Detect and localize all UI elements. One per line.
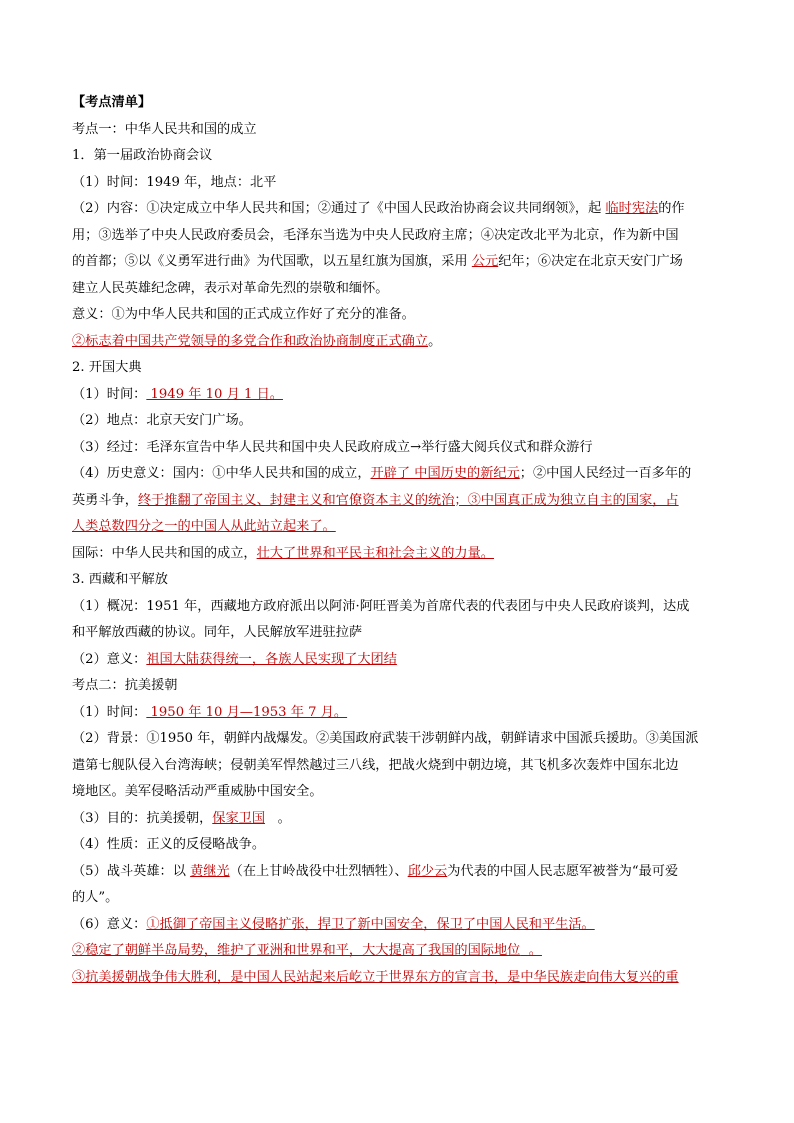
answer-text: 祖国大陆获得统一，各族人民实现了大团结 xyxy=(146,651,397,667)
text-line: 建立人民英雄纪念碑，表示对革命先烈的崇敬和缅怀。 xyxy=(72,280,389,296)
text-line: （2）地点：北京天安门广场。 xyxy=(72,413,252,428)
text-line: 英勇斗争，终于推翻了帝国主义、封建主义和官僚资本主义的统治；③中国真正成为独立自主的国家，占 xyxy=(72,492,679,508)
answer-text: 1950 年 10 月—1953 年 7 月。 xyxy=(146,704,348,720)
text-line xyxy=(72,514,724,541)
text-line: （1）概况：1951 年，西藏地方政府派出以阿沛·阿旺晋美为首席代表的代表团与中央人民政府谈判，达成 xyxy=(72,598,690,614)
text-line: （2）意义：祖国大陆获得统一，各族人民实现了大团结 xyxy=(72,651,397,667)
text-line: （4）历史意义：国内：①中华人民共和国的成立，开辟了 中国历史的新纪元；②中国人民经过一百多年的 xyxy=(72,466,692,481)
text-line: （3）目的：抗美援朝，保家卫国 。 xyxy=(72,810,291,826)
answer-text: 公元 xyxy=(471,254,499,269)
answer-text: 人类总数四分之一的中国人从此站立起来了。 xyxy=(72,519,336,534)
text-line: 用；③选举了中央人民政府委员会，毛泽东当选为中央人民政府主席；④决定改北平为北京，作为新中国 xyxy=(72,227,679,243)
text-line: 的人”。 xyxy=(72,890,119,905)
text-line: （2）内容：①决定成立中华人民共和国；②通过了《中国人民政治协商会议共同纲领》，起 临时宪法的作 xyxy=(72,201,685,216)
text-line xyxy=(72,965,724,992)
answer-text: 1949 年 10 月 1 日。 xyxy=(146,386,283,402)
subsection-title: 2. 开国大典 xyxy=(72,360,142,375)
text-line: （1）时间： 1950 年 10 月—1953 年 7 月。 xyxy=(72,704,348,720)
answer-text: ③抗美援朝战争伟大胜利，是中国人民站起来后屹立于世界东方的宣言书，是中华民族走向伟大复兴的重 xyxy=(72,969,679,985)
topic-2-title: 考点二：抗美援朝 xyxy=(72,678,178,693)
answer-text: 。 xyxy=(520,943,542,958)
text-line: 国际：中华人民共和国的成立，壮大了世界和平民主和社会主义的力量。 xyxy=(72,545,494,561)
text-line: 和平解放西藏的协议。同年，人民解放军进驻拉萨 xyxy=(72,625,363,640)
text-line: 的首都；⑤以《义勇军进行曲》为代国歌，以五星红旗为国旗，采用 公元纪年；⑥决定在北京天安门广场 xyxy=(72,254,683,269)
text-line: 遣第七舰队侵入台湾海峡；侵朝美军悍然越过三八线，把战火烧到中朝边境，其飞机多次轰炸中国东北边 xyxy=(72,757,679,773)
answer-text: ②标志着中国共产党领导的多党合作和政治协商制度正式确立 xyxy=(72,333,429,349)
answer-text: 保家卫国 xyxy=(212,810,266,826)
answer-text: 终于推翻了帝国主义、封建主义和官僚资本主义的统治；③中国真正成为独立自主的国家，占 xyxy=(137,492,679,508)
text-line xyxy=(72,938,724,965)
text-line: （1）时间： 1949 年 10 月 1 日。 xyxy=(72,386,283,402)
subsection-title: 3. 西藏和平解放 xyxy=(72,572,168,587)
answer-text: 邱少云 xyxy=(407,863,448,879)
answer-text: 开辟了 中国历史的新纪元 xyxy=(370,466,520,481)
text-line: （1）时间：1949 年，地点：北平 xyxy=(72,174,277,190)
answer-text: ①抵御了帝国主义侵略扩张，捍卫了新中国安全，保卫了中国人民和平生活。 xyxy=(146,916,595,932)
text-line: （4）性质：正义的反侵略战争。 xyxy=(72,837,266,852)
text-line: 意义：①为中华人民共和国的正式成立作好了充分的准备。 xyxy=(72,307,415,322)
answer-text: 临时宪法 xyxy=(605,201,659,216)
text-line: （6）意义：①抵御了帝国主义侵略扩张，捍卫了新中国安全，保卫了中国人民和平生活。 xyxy=(72,916,595,932)
document-page xyxy=(72,90,724,991)
text-line: 境地区。美军侵略活动严重威胁中国安全。 xyxy=(72,784,323,799)
topic-1-title: 考点一：中华人民共和国的成立 xyxy=(72,121,257,137)
answer-text: 黄继光 xyxy=(190,863,230,879)
answer-text: 壮大了世界和平民主和社会主义的力量。 xyxy=(256,545,494,561)
answer-text: ②稳定了朝鲜半岛局势，维护了亚洲和世界和平，大大提高了我国的国际地位 xyxy=(72,943,521,958)
text-line: （2）背景：①1950 年，朝鲜内战爆发。②美国政府武装干涉朝鲜内战，朝鲜请求中国派兵援助。③美国派 xyxy=(72,731,699,746)
text-line: （5）战斗英雄：以 黄继光（在上甘岭战役中壮烈牺牲）、邱少云为代表的中国人民志愿军被誉为“最可爱 xyxy=(72,863,679,879)
section-heading: 【考点清单】 xyxy=(72,95,152,110)
subsection-title: 1．第一届政治协商会议 xyxy=(72,148,213,163)
text-line: （3）经过：毛泽东宣告中华人民共和国中央人民政府成立→举行盛大阅兵仪式和群众游行 xyxy=(72,439,593,455)
text-line: ②标志着中国共产党领导的多党合作和政治协商制度正式确立。 xyxy=(72,333,442,349)
